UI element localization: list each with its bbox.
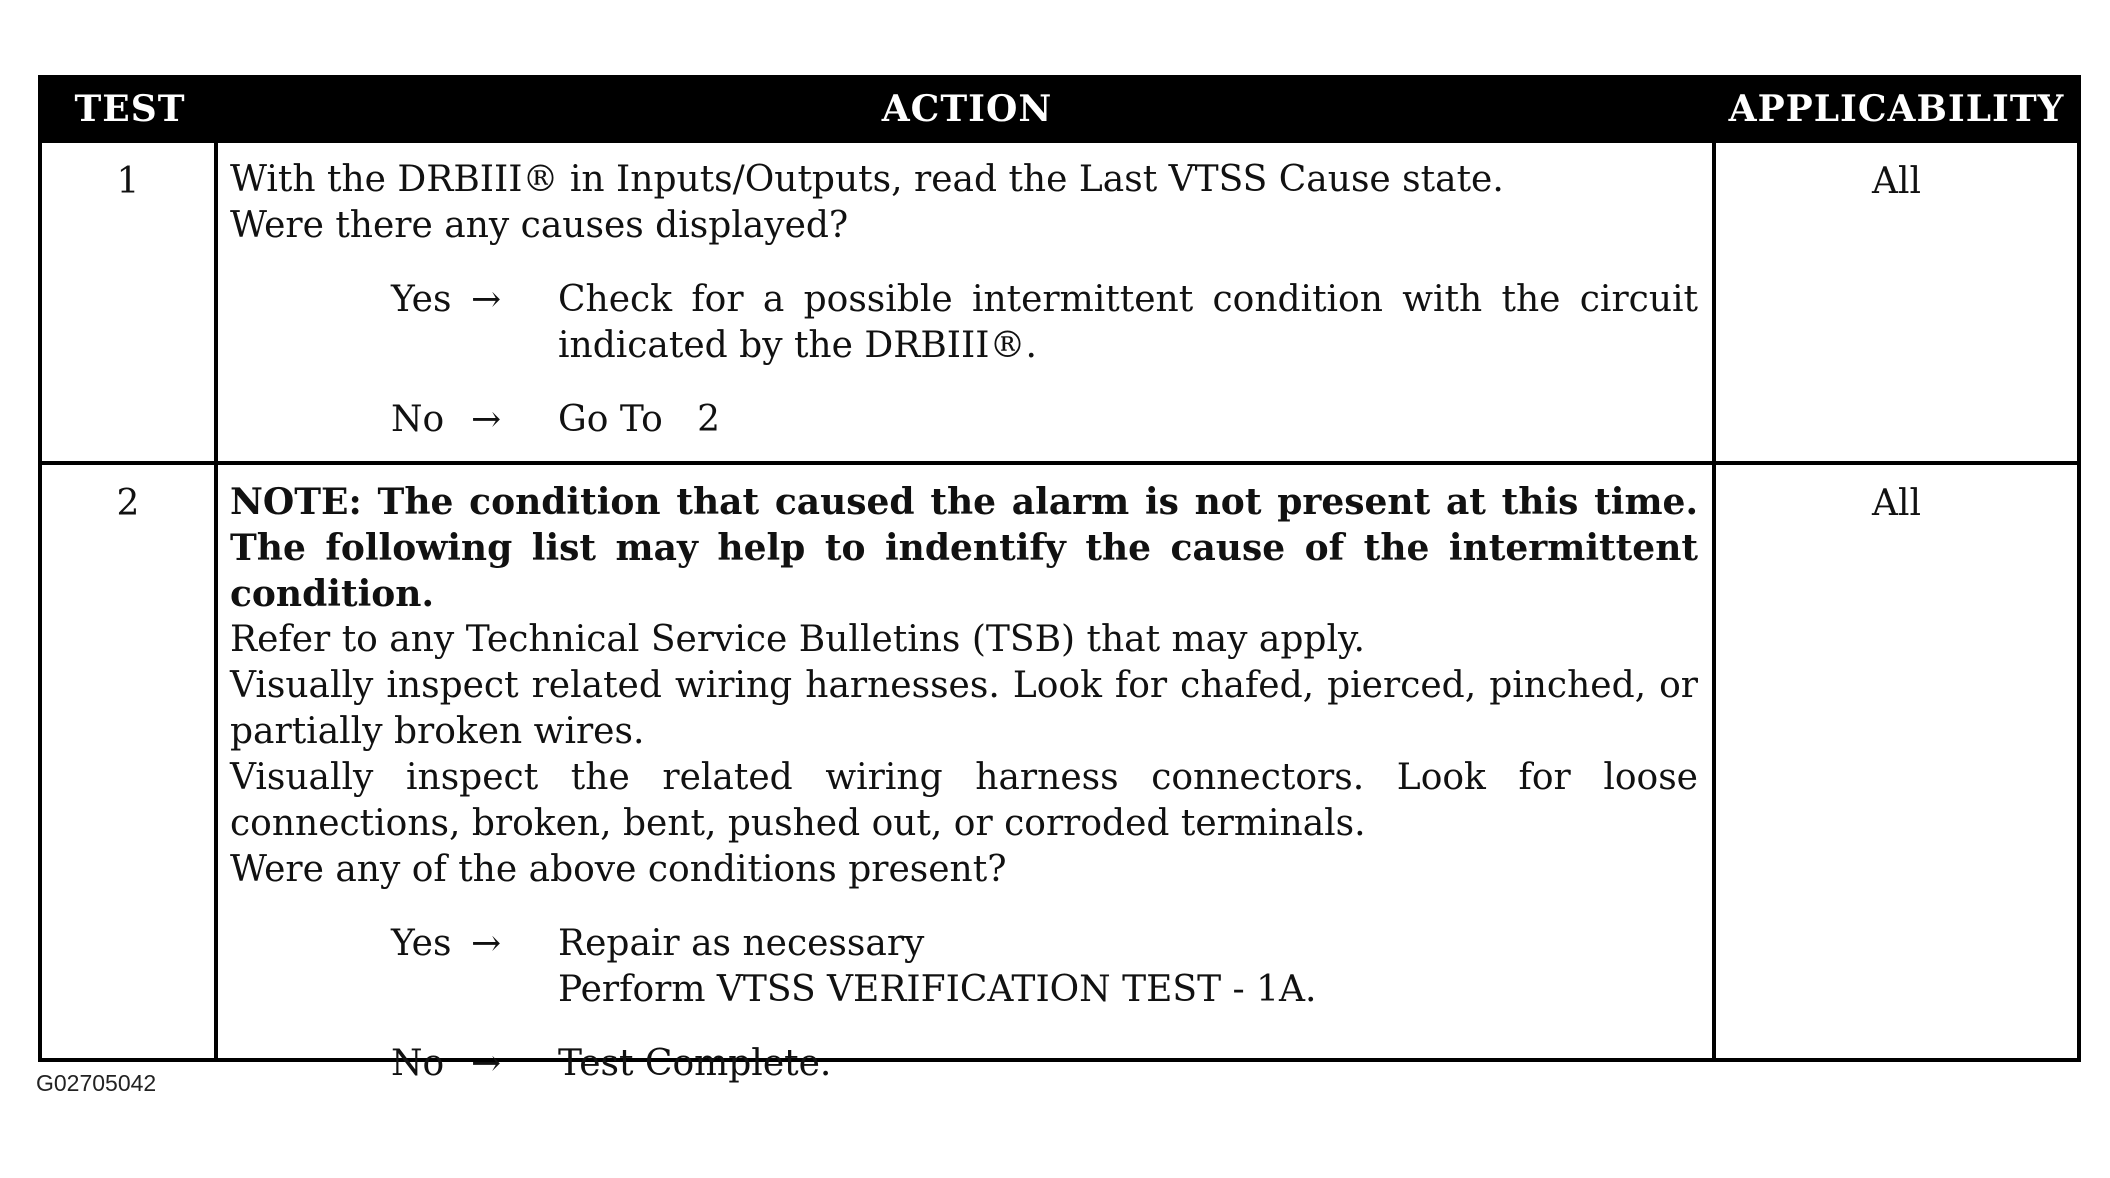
answer-text: Go To 2 <box>558 399 720 440</box>
applicability-value: All <box>1871 483 1922 524</box>
answer-label: Yes <box>391 923 452 964</box>
header-test: TEST <box>74 88 186 130</box>
answer-text <box>558 921 1698 1013</box>
note-text: NOTE: The condition that caused the alarm is not present at this time. The following list may help to indentify the cause of the intermittent condition. <box>230 481 1698 615</box>
table-header <box>42 79 2077 139</box>
answer-no <box>391 1041 1698 1087</box>
action-text: With the DRBIII® in Inputs/Outputs, read the Last VTSS Cause state. <box>230 159 1504 200</box>
header-action: ACTION <box>881 88 1053 130</box>
applicability-value: All <box>1871 161 1922 202</box>
action-cell <box>218 143 1716 461</box>
answer-label: Yes <box>391 279 452 320</box>
header-applicability: APPLICABILITY <box>1728 88 2065 130</box>
answer-yes <box>391 277 1698 369</box>
answer-text-line: Repair as necessary <box>558 923 925 964</box>
answer-text-line: Perform VTSS VERIFICATION TEST - 1A. <box>558 969 1317 1010</box>
answer-label: No <box>391 399 445 440</box>
action-text: Refer to any Technical Service Bulletins (TSB) that may apply. <box>230 619 1365 660</box>
action-question: Were there any causes displayed? <box>230 205 849 246</box>
action-text: Visually inspect the related wiring harness connectors. Look for loose connections, broken, bent, pushed out, or corroded terminals. <box>230 757 1698 844</box>
answer-text: Check for a possible intermittent condition with the circuit indicated by the DRBIII®. <box>558 279 1698 366</box>
answer-yes <box>391 921 1698 1013</box>
action-cell <box>218 465 1716 1084</box>
answer-label: No <box>391 1043 445 1084</box>
answer-text: Test Complete. <box>558 1043 832 1084</box>
arrow-icon: → <box>471 923 502 964</box>
arrow-icon: → <box>471 279 502 320</box>
action-question: Were any of the above conditions present? <box>230 849 1007 890</box>
arrow-icon: → <box>471 1043 502 1084</box>
test-number: 1 <box>42 143 218 461</box>
answer-no <box>391 397 1698 443</box>
arrow-icon: → <box>471 399 502 440</box>
figure-id: G02705042 <box>36 1070 157 1096</box>
table-row <box>42 139 2077 461</box>
action-text: Visually inspect related wiring harnesses. Look for chafed, pierced, pinched, or partially broken wires. <box>230 665 1698 752</box>
test-number: 2 <box>42 465 218 1058</box>
